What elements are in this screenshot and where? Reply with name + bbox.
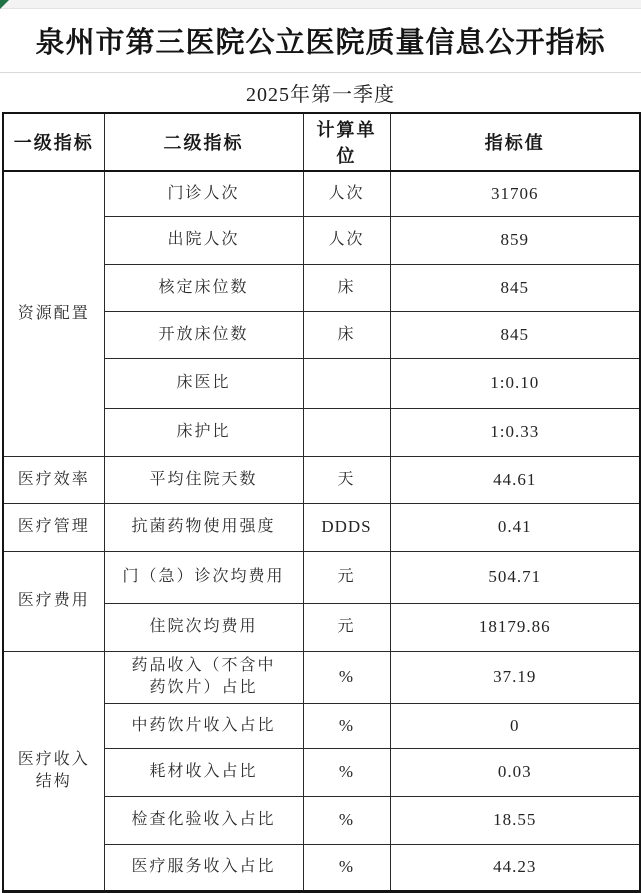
header-primary-indicator: 一级指标 [3, 113, 104, 171]
cell-unit [303, 408, 390, 456]
cell-secondary-indicator: 住院次均费用 [104, 603, 303, 651]
cell-unit: 床 [303, 264, 390, 311]
cell-secondary-indicator: 床护比 [104, 408, 303, 456]
cell-secondary-indicator: 耗材收入占比 [104, 748, 303, 796]
cell-value: 845 [390, 264, 640, 311]
cell-secondary-indicator [104, 651, 303, 703]
cell-unit [303, 358, 390, 408]
cell-secondary-indicator: 出院人次 [104, 216, 303, 264]
header-unit: 计算单位 [303, 113, 390, 171]
cell-primary-indicator [3, 651, 104, 891]
table-row [3, 171, 640, 216]
top-strip [0, 0, 641, 9]
cell-primary-indicator: 医疗效率 [3, 456, 104, 503]
indicators-table [2, 112, 641, 893]
cell-value: 0.03 [390, 748, 640, 796]
cell-unit: % [303, 844, 390, 891]
cell-secondary-indicator: 床医比 [104, 358, 303, 408]
cell-secondary-indicator: 抗菌药物使用强度 [104, 503, 303, 551]
header-row [3, 113, 640, 171]
cell-value: 845 [390, 311, 640, 358]
cell-primary-indicator: 医疗管理 [3, 503, 104, 551]
cell-unit: % [303, 796, 390, 844]
title-block [0, 9, 641, 72]
cell-secondary-indicator: 门诊人次 [104, 171, 303, 216]
table-row [3, 551, 640, 603]
cell-value: 37.19 [390, 651, 640, 703]
cell-unit: % [303, 703, 390, 748]
cell-unit: % [303, 748, 390, 796]
cell-value: 0.41 [390, 503, 640, 551]
cell-secondary-indicator: 门（急）诊次均费用 [104, 551, 303, 603]
cell-unit: 元 [303, 603, 390, 651]
cell-secondary-indicator: 开放床位数 [104, 311, 303, 358]
cell-secondary-indicator: 核定床位数 [104, 264, 303, 311]
cell-unit: 元 [303, 551, 390, 603]
cell-primary-indicator: 医疗费用 [3, 551, 104, 651]
cell-unit: 天 [303, 456, 390, 503]
cell-value: 859 [390, 216, 640, 264]
cell-unit: % [303, 651, 390, 703]
table-row [3, 651, 640, 703]
cell-value: 0 [390, 703, 640, 748]
cell-secondary-indicator: 平均住院天数 [104, 456, 303, 503]
cell-value: 1:0.10 [390, 358, 640, 408]
cell-unit: 床 [303, 311, 390, 358]
cell-secondary-indicator-label: 药品收入（不含中药饮片）占比 [131, 657, 276, 696]
table-row [3, 503, 640, 551]
table-row [3, 456, 640, 503]
cell-primary-indicator: 资源配置 [3, 171, 104, 456]
page-title: 泉州市第三医院公立医院质量信息公开指标 [35, 27, 606, 59]
cell-value: 18179.86 [390, 603, 640, 651]
cell-secondary-indicator: 检查化验收入占比 [104, 796, 303, 844]
header-secondary-indicator: 二级指标 [104, 113, 303, 171]
header-value: 指标值 [390, 113, 640, 171]
cell-unit: DDDS [303, 503, 390, 551]
subtitle-block [0, 73, 641, 112]
green-corner-marker-icon [0, 0, 9, 9]
cell-value: 18.55 [390, 796, 640, 844]
cell-secondary-indicator: 中药饮片收入占比 [104, 703, 303, 748]
cell-value: 31706 [390, 171, 640, 216]
cell-secondary-indicator: 医疗服务收入占比 [104, 844, 303, 891]
cell-value: 44.23 [390, 844, 640, 891]
cell-value: 504.71 [390, 551, 640, 603]
cell-primary-indicator-label: 医疗收入结构 [17, 750, 90, 790]
cell-value: 1:0.33 [390, 408, 640, 456]
cell-value: 44.61 [390, 456, 640, 503]
cell-unit: 人次 [303, 171, 390, 216]
period-subtitle: 2025年第一季度 [246, 84, 395, 106]
cell-unit: 人次 [303, 216, 390, 264]
